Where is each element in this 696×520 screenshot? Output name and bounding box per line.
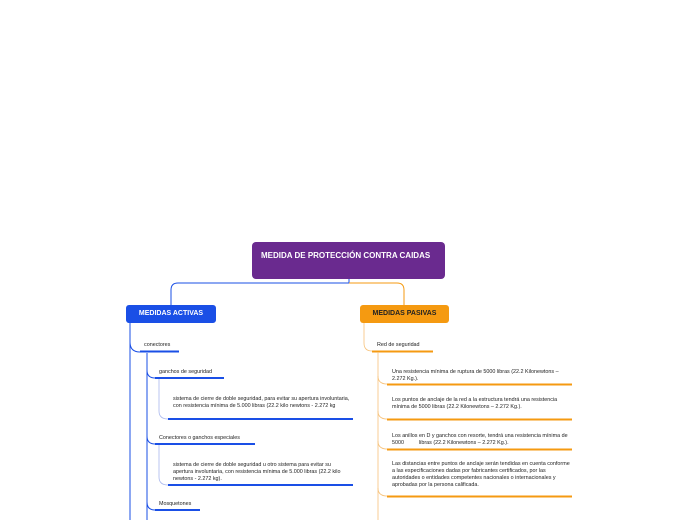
root-title: MEDIDA DE PROTECCIÓN CONTRA CAIDAS <box>261 251 431 260</box>
node-mosquetones[interactable]: Mosquetones <box>159 501 192 507</box>
branch-medidas-pasivas[interactable] <box>360 305 449 323</box>
node-especiales-detail[interactable]: sistema de cierre de doble seguridad u otro sistema para evitar su apertura involuntaria, con resistencia mínima de 5.000 libras (22.2 kilo newtons - 2.272 kg). <box>173 462 341 482</box>
node-pasivas-item2[interactable]: Los puntos de anclaje de la red a la estructura tendrá una resistencia mínima de 5000 libras (22.2 Kilonewtons – 2.272 Kg.). <box>392 397 558 410</box>
root-topic[interactable] <box>252 242 445 279</box>
node-pasivas-item3[interactable]: Los anillos en D y ganchos con resorte, tendrá una resistencia mínima de 5000 libras (22.2 Kilonewtons – 2.272 Kg.). <box>392 433 570 446</box>
node-pasivas-item1[interactable]: Una resistencia mínima de ruptura de 5000 libras (22.2 Kilonewtons – 2.272 Kg.). <box>392 369 559 382</box>
node-ganchos-seguridad[interactable]: ganchos de seguridad <box>159 369 213 375</box>
node-pasivas-item4[interactable]: Las distancias entre puntos de anclaje serán tendidas en cuenta conforme a las especificaciones dadas por fabricantes certificados, por las autoridades o entidades competentes nacionales o internacionales y aprobadas por la persona calificada. <box>392 461 570 488</box>
node-conectores[interactable]: conectores <box>144 342 171 348</box>
branch-activas-label: MEDIDAS ACTIVAS <box>138 310 204 317</box>
branch-medidas-activas[interactable] <box>126 305 216 323</box>
node-conectores-especiales[interactable]: Conectores o ganchos especiales <box>159 435 240 441</box>
node-ganchos-detail[interactable]: sistema de cierre de doble seguridad, para evitar su apertura involuntaria, con resistencia mínima de 5.000 libras (22.2 kilo newtons - 2.272 kg <box>173 396 350 409</box>
branch-pasivas-label: MEDIDAS PASIVAS <box>372 310 437 317</box>
node-red-seguridad[interactable]: Red de seguridad <box>377 342 420 348</box>
